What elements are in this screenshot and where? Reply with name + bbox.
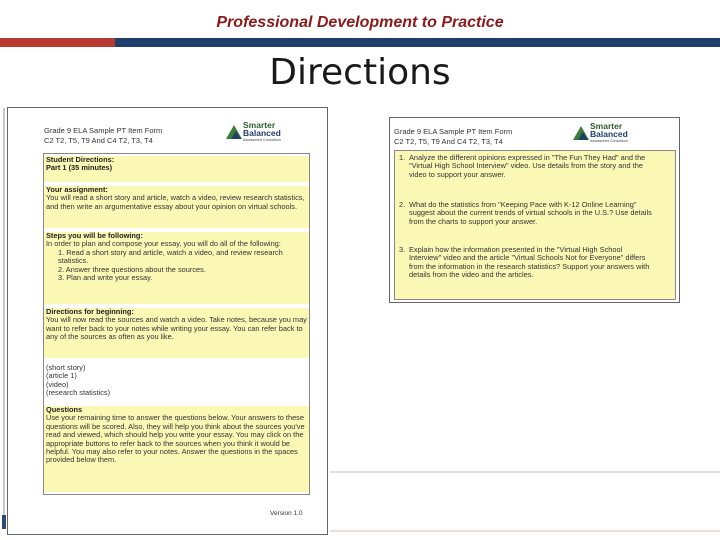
question-number: 1. xyxy=(399,153,406,162)
header-accent-bar-blue xyxy=(115,38,720,47)
directions-text: You will now read the sources and watch a video. Take notes, because you may want to refer back to your notes while writing your essay. You can refer back to any of the sources as often as you like. xyxy=(46,315,307,342)
document-header-line: Grade 9 ELA Sample PT Item Form xyxy=(44,126,163,135)
questions-box xyxy=(394,150,676,300)
slide-title: Directions xyxy=(269,52,451,93)
source-item: (article 1) xyxy=(46,371,77,381)
logo-subtext: Assessment Consortium xyxy=(590,139,628,143)
student-directions-heading: Student Directions: xyxy=(46,155,115,164)
footer-divider-bottom xyxy=(330,530,720,532)
logo-text: Balanced xyxy=(590,129,628,139)
document-header xyxy=(44,126,162,146)
question-text: Analyze the different opinions expressed in "The Fun They Had" and the "Virtual High School Interview" video. Use details from the story and the video to support your answer. xyxy=(409,153,646,179)
question-item xyxy=(399,201,667,226)
version-label: Version 1.0 xyxy=(270,510,303,517)
logo-subtext: Assessment Consortium xyxy=(243,138,281,142)
steps-heading: Steps you will be following: xyxy=(46,231,143,240)
assignment-section xyxy=(44,186,309,228)
questions-heading: Questions xyxy=(46,405,83,414)
questions-document xyxy=(389,117,680,303)
left-edge-line xyxy=(3,108,5,528)
header-accent-bar-red xyxy=(0,38,115,47)
question-text: Explain how the information presented in the "Virtual High School Interview" video and the article "Virtual Schools Not for Everyone" differs from the information in the research statistics? Support your answers with details from the video and the articles. xyxy=(409,245,650,280)
logo-text: Smarter xyxy=(590,121,623,131)
source-item: (short story) xyxy=(46,363,86,372)
directions-section xyxy=(44,308,309,358)
question-item xyxy=(399,154,667,179)
document-header-line: C2 T2, T5, T9 And C4 T2, T3, T4 xyxy=(394,137,503,146)
left-edge-marker xyxy=(2,515,6,529)
document-header-line: Grade 9 ELA Sample PT Item Form xyxy=(394,127,513,136)
logo-inner-triangle-icon xyxy=(578,132,588,140)
logo-inner-triangle-icon xyxy=(231,131,241,139)
step-item: 1. Read a short story and article, watch a video, and review research statistics. xyxy=(58,247,283,266)
logo-text: Balanced xyxy=(243,128,281,138)
student-directions-document xyxy=(7,107,328,535)
directions-heading: Directions for beginning: xyxy=(46,307,134,316)
step-item: 3. Plan and write your essay. xyxy=(58,273,153,283)
document-header xyxy=(394,127,512,147)
directions-content-box xyxy=(43,153,310,495)
document-header-line: C2 T2, T5, T9 And C4 T2, T3, T4 xyxy=(44,136,153,145)
sources-list xyxy=(44,364,309,400)
footer-divider xyxy=(330,471,720,473)
steps-intro: In order to plan and compose your essay, you will do all of the following: xyxy=(46,239,281,249)
questions-section xyxy=(44,406,309,492)
source-item: (research statistics) xyxy=(46,388,111,398)
question-text: What do the statistics from "Keeping Pace with K-12 Online Learning" suggest about the current trends of virtual schools in the U.S.? Use details from the charts to support your answer. xyxy=(409,200,652,226)
questions-text: Use your remaining time to answer the questions below. Your answers to these questions will be scored. Also, they will help you think about the sources you've read and viewed, which should help you write your essay. You may click on the appropriate buttons to refer back to the sources when you think it would be helpful. You may also refer to your notes. Answer the questions in the spaces provided below them. xyxy=(46,413,305,465)
logo-text: Smarter xyxy=(243,120,276,130)
assignment-heading: Your assignment: xyxy=(46,185,108,194)
steps-section xyxy=(44,232,309,304)
question-item xyxy=(399,246,667,280)
question-number: 3. xyxy=(399,245,406,254)
source-item: (video) xyxy=(46,379,69,389)
step-item: 2. Answer three questions about the sources. xyxy=(58,264,206,274)
header-title: Professional Development to Practice xyxy=(216,14,504,31)
question-number: 2. xyxy=(399,200,406,209)
part-label: Part 1 (35 minutes) xyxy=(46,163,113,173)
assignment-text: You will read a short story and article, watch a video, review research statistics, and then write an argumentative essay about your opinion on virtual schools. xyxy=(46,193,305,211)
student-directions-section xyxy=(44,156,309,182)
